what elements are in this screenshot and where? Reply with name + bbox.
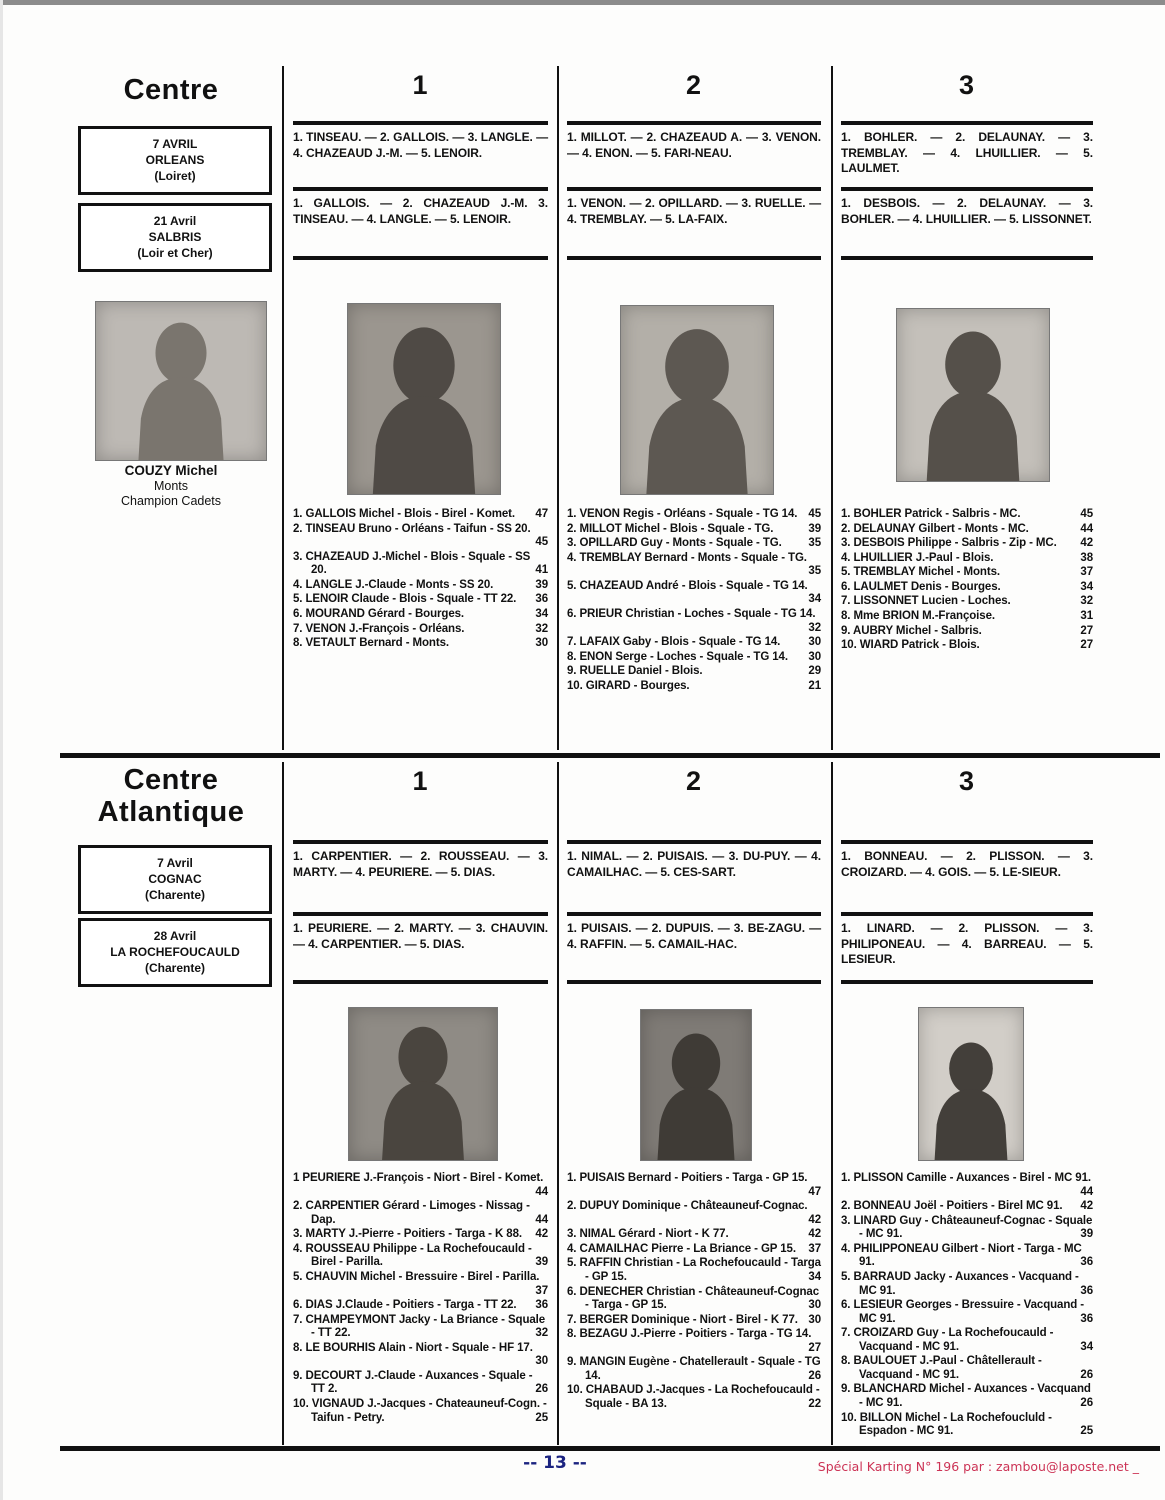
standings-row <box>293 1370 548 1397</box>
points-value: 44 <box>535 1185 548 1198</box>
points-value: 29 <box>808 665 821 678</box>
driver-entry: 2. CARPENTIER Gérard - Limoges - Nissag - Dap. <box>293 1200 530 1226</box>
column-separator <box>282 66 284 750</box>
divider-rule <box>841 121 1093 125</box>
driver-entry: 9. DECOURT J.-Claude - Auxances - Squale - TT 2. <box>293 1369 533 1396</box>
points-value: 36 <box>1080 1312 1093 1325</box>
race2-result: 1. PEURIERE. — 2. MARTY. — 3. CHAUVIN. — 4. CARPENTIER. — 5. DIAS. <box>293 921 548 951</box>
points-value: 44 <box>1080 522 1093 535</box>
points-value: 36 <box>535 593 548 606</box>
points-value: 30 <box>535 637 548 650</box>
standings-row <box>567 537 821 551</box>
event-place: LA ROCHEFOUCAULD <box>110 945 240 960</box>
driver-entry: 3. DESBOIS Philippe - Salbris - Zip - MC. <box>841 537 1057 550</box>
driver-photo <box>640 1009 752 1161</box>
divider-rule <box>293 121 548 125</box>
points-value: 34 <box>535 607 548 620</box>
driver-entry: 9. BLANCHARD Michel - Auxances - Vacquand - MC 91. <box>841 1383 1091 1409</box>
driver-entry: 1. PUISAIS Bernard - Poitiers - Targa - GP 15. <box>567 1172 808 1184</box>
driver-entry: 6. LESIEUR Georges - Bressuire - Vacquand - MC 91. <box>841 1299 1085 1325</box>
driver-entry: 5. LENOIR Claude - Blois - Squale - TT 22. <box>293 593 517 606</box>
standings-row <box>567 608 821 635</box>
standings-row <box>293 1243 548 1270</box>
event-date: 21 Avril <box>153 214 197 228</box>
divider-rule <box>841 256 1093 260</box>
driver-entry: 4. CAMAILHAC Pierre - La Briance - GP 15. <box>567 1242 796 1255</box>
race1-result: 1. MILLOT. — 2. CHAZEAUD A. — 3. VENON. — 4. ENON. — 5. FARI-NEAU. <box>567 130 821 160</box>
standings-row <box>841 1355 1093 1382</box>
points-value: 41 <box>535 564 548 577</box>
driver-entry: 3. MARTY J.-Pierre - Poitiers - Targa - K 88. <box>293 1228 522 1241</box>
divider-rule <box>567 840 821 844</box>
standings-row <box>841 537 1093 551</box>
points-value: 39 <box>535 1256 548 1269</box>
standings-row <box>293 551 548 578</box>
points-value: 26 <box>535 1383 548 1396</box>
driver-entry: 2. MILLOT Michel - Blois - Squale - TG. <box>567 522 774 535</box>
points-value: 45 <box>808 508 821 520</box>
race1-result: 1. BOHLER. — 2. DELAUNAY. — 3. TREMBLAY. — 4. LHUILLIER. — 5. LAULMET. <box>841 130 1093 176</box>
champion-club: Monts <box>153 478 189 493</box>
driver-entry: 6. LAULMET Denis - Bourges. <box>841 580 1001 593</box>
points-value: 25 <box>1080 1425 1093 1438</box>
standings-row <box>841 1299 1093 1326</box>
driver-entry: 1. PLISSON Camille - Auxances - Birel - MC 91. <box>841 1172 1091 1184</box>
points-value: 47 <box>535 508 548 520</box>
driver-entry: 7. BERGER Dominique - Niort - Birel - K 77. <box>567 1313 798 1326</box>
event-place: ORLEANS <box>145 153 205 168</box>
driver-entry: 8. VETAULT Bernard - Monts. <box>293 637 449 650</box>
standings-row <box>293 523 548 550</box>
points-value: 32 <box>808 621 821 634</box>
standings-row <box>841 639 1093 653</box>
points-value: 36 <box>1080 1284 1093 1297</box>
standings-row <box>841 552 1093 566</box>
race2-result: 1. DESBOIS. — 2. DELAUNAY. — 3. BOHLER. — 4. LHUILLIER. — 5. LISSONNET. <box>841 196 1093 226</box>
standings-row <box>567 665 821 679</box>
driver-entry: 4. TREMBLAY Bernard - Monts - Squale - TG. <box>567 551 807 564</box>
standings-row <box>841 508 1093 522</box>
driver-entry: 5. RAFFIN Christian - La Rochefoucauld - Targa - GP 15. <box>567 1257 821 1283</box>
standings-row <box>841 1215 1093 1242</box>
page-number: -- 13 -- <box>523 1453 587 1473</box>
standings-row <box>293 1314 548 1341</box>
standings-row <box>841 523 1093 537</box>
points-value: 42 <box>808 1228 821 1241</box>
points-value: 21 <box>808 679 821 692</box>
driver-entry: 9. AUBRY Michel - Salbris. <box>841 624 982 637</box>
driver-entry: 2. TINSEAU Bruno - Orléans - Taifun - SS 20. <box>293 522 531 535</box>
event-department: (Loiret) <box>154 169 196 184</box>
column-header-1: 1 <box>412 766 429 796</box>
section-title-centre-atlantique: Centre Atlantique <box>97 764 245 829</box>
driver-entry: 2. DUPUY Dominique - Châteauneuf-Cognac. <box>567 1200 808 1213</box>
points-value: 39 <box>808 522 821 535</box>
standings-row <box>567 1286 821 1313</box>
driver-entry: 8. ENON Serge - Loches - Squale - TG 14. <box>567 650 788 663</box>
credit-line: Spécial Karting N° 196 par : zambou@laposte.net _ <box>817 1459 1139 1474</box>
standings-row <box>567 1314 821 1328</box>
points-value: 30 <box>535 1355 548 1368</box>
driver-entry: 5. CHAUVIN Michel - Bressuire - Birel - Parilla. <box>293 1270 540 1283</box>
section-title-centre: Centre <box>123 74 219 106</box>
standings-row <box>567 552 821 579</box>
points-value: 47 <box>808 1185 821 1198</box>
points-value: 32 <box>535 622 548 635</box>
driver-entry: 1 PEURIERE J.-François - Niort - Birel - Komet. <box>293 1172 544 1184</box>
column-separator <box>557 66 559 750</box>
driver-entry: 1. VENON Regis - Orléans - Squale - TG 14. <box>567 508 798 520</box>
standings-row <box>841 1327 1093 1354</box>
driver-photo <box>918 1007 1024 1161</box>
event-date: 7 Avril <box>157 856 193 870</box>
driver-entry: 3. OPILLARD Guy - Monts - Squale - TG. <box>567 537 782 550</box>
event-department: (Charente) <box>144 888 205 903</box>
points-value: 32 <box>535 1327 548 1340</box>
standings-list <box>567 1172 821 1413</box>
race1-result: 1. NIMAL. — 2. PUISAIS. — 3. DU-PUY. — 4. CAMAILHAC. — 5. CES-SART. <box>567 849 821 879</box>
driver-entry: 3. LINARD Guy - Châteauneuf-Cognac - Squale - MC 91. <box>841 1214 1093 1241</box>
points-value: 38 <box>1080 551 1093 564</box>
driver-entry: 8. BAULOUET J.-Paul - Châtellerault - Vacquand - MC 91. <box>841 1355 1042 1381</box>
standings-row <box>567 1172 821 1199</box>
points-value: 27 <box>808 1341 821 1354</box>
divider-rule <box>567 912 821 916</box>
points-value: 42 <box>1080 537 1093 550</box>
standings-row <box>841 1172 1093 1199</box>
bottom-rule <box>60 1446 1160 1451</box>
driver-entry: 7. LISSONNET Lucien - Loches. <box>841 595 1011 608</box>
section-divider-rule <box>60 753 1160 758</box>
divider-rule <box>567 121 821 125</box>
driver-entry: 4. LANGLE J.-Claude - Monts - SS 20. <box>293 578 494 591</box>
column-header-2: 2 <box>685 70 703 100</box>
column-header-1: 1 <box>412 70 429 100</box>
event-box-la-rochefoucauld <box>78 918 272 987</box>
driver-entry: 3. NIMAL Gérard - Niort - K 77. <box>567 1228 729 1241</box>
column-separator <box>282 762 284 1445</box>
champion-photo <box>95 301 267 461</box>
divider-rule <box>293 980 548 984</box>
driver-entry: 9. RUELLE Daniel - Blois. <box>567 665 703 678</box>
driver-photo <box>620 305 774 495</box>
driver-entry: 9. MANGIN Eugène - Chatellerault - Squale - TG 14. <box>567 1356 821 1382</box>
points-value: 37 <box>535 1284 548 1297</box>
standings-row <box>567 1384 821 1411</box>
points-value: 45 <box>535 536 548 549</box>
standings-row <box>293 1228 548 1242</box>
standings-row <box>293 593 548 607</box>
standings-row <box>567 508 821 522</box>
driver-photo <box>347 303 501 495</box>
standings-row <box>567 1243 821 1257</box>
driver-entry: 10. CHABAUD J.-Jacques - La Rochefoucauld - Squale - BA 13. <box>567 1384 820 1410</box>
standings-row <box>293 1299 548 1313</box>
event-department: (Charente) <box>144 961 205 976</box>
standings-row <box>567 1356 821 1383</box>
driver-entry: 6. DENECHER Christian - Châteauneuf-Cognac - Targa - GP 15. <box>567 1285 820 1312</box>
event-department: (Loir et Cher) <box>137 246 213 261</box>
driver-entry: 6. MOURAND Gérard - Bourges. <box>293 607 465 620</box>
portrait-silhouette <box>96 302 266 460</box>
driver-entry: 10. WIARD Patrick - Blois. <box>841 639 980 652</box>
standings-row <box>841 625 1093 639</box>
standings-list <box>293 508 548 652</box>
standings-row <box>841 610 1093 624</box>
points-value: 35 <box>808 565 821 578</box>
driver-entry: 5. CHAZEAUD André - Blois - Squale - TG 14. <box>567 579 808 592</box>
points-value: 31 <box>1080 609 1093 622</box>
standings-row <box>567 636 821 650</box>
event-place: SALBRIS <box>148 230 202 245</box>
driver-entry: 8. LE BOURHIS Alain - Niort - Squale - HF 17. <box>293 1341 533 1354</box>
event-date: 28 Avril <box>153 929 197 943</box>
column-separator <box>831 66 833 750</box>
driver-entry: 7. VENON J.-François - Orléans. <box>293 622 465 635</box>
scan-left-edge <box>0 0 3 1500</box>
standings-row <box>293 1342 548 1369</box>
divider-rule <box>567 256 821 260</box>
divider-rule <box>567 980 821 984</box>
driver-entry: 5. TREMBLAY Michel - Monts. <box>841 566 1000 579</box>
race2-result: 1. PUISAIS. — 2. DUPUIS. — 3. BE-ZAGU. — 4. RAFFIN. — 5. CAMAIL-HAC. <box>567 921 821 951</box>
points-value: 42 <box>535 1228 548 1241</box>
standings-row <box>293 1271 548 1298</box>
points-value: 30 <box>808 650 821 663</box>
divider-rule <box>293 840 548 844</box>
standings-list <box>841 1172 1093 1440</box>
standings-row <box>293 637 548 651</box>
standings-row <box>567 523 821 537</box>
points-value: 39 <box>535 578 548 591</box>
points-value: 44 <box>1080 1185 1093 1198</box>
standings-list <box>841 508 1093 654</box>
standings-row <box>567 580 821 607</box>
divider-rule <box>293 256 548 260</box>
driver-entry: 10. BILLON Michel - La Rochefoucluld - Espadon - MC 91. <box>841 1411 1052 1438</box>
points-value: 42 <box>808 1213 821 1226</box>
driver-entry: 6. PRIEUR Christian - Loches - Squale - TG 14. <box>567 607 816 620</box>
points-value: 26 <box>1080 1368 1093 1381</box>
points-value: 27 <box>1080 639 1093 652</box>
points-value: 30 <box>808 636 821 649</box>
driver-entry: 8. BEZAGU J.-Pierre - Poitiers - Targa - TG 14. <box>567 1328 812 1341</box>
event-date: 7 AVRIL <box>152 137 198 151</box>
points-value: 45 <box>1080 508 1093 520</box>
driver-entry: 1. GALLOIS Michel - Blois - Birel - Komet. <box>293 508 515 520</box>
divider-rule <box>293 912 548 916</box>
column-separator <box>557 762 559 1445</box>
driver-entry: 8. Mme BRION M.-Françoise. <box>841 609 995 622</box>
driver-entry: 7. CROIZARD Guy - La Rochefoucauld - Vacquand - MC 91. <box>841 1327 1054 1353</box>
driver-entry: 4. LHUILLIER J.-Paul - Blois. <box>841 551 994 564</box>
race1-result: 1. TINSEAU. — 2. GALLOIS. — 3. LANGLE. — 4. CHAZEAUD J.-M. — 5. LENOIR. <box>293 130 548 160</box>
race2-result: 1. GALLOIS. — 2. CHAZEAUD J.-M. 3. TINSEAU. — 4. LANGLE. — 5. LENOIR. <box>293 196 548 226</box>
divider-rule <box>841 980 1093 984</box>
standings-row <box>841 1383 1093 1410</box>
driver-entry: 2. BONNEAU Joël - Poitiers - Birel MC 91. <box>841 1200 1063 1213</box>
standings-row <box>293 1172 548 1199</box>
driver-entry: 1. BOHLER Patrick - Salbris - MC. <box>841 508 1021 520</box>
points-value: 22 <box>808 1398 821 1410</box>
points-value: 30 <box>808 1313 821 1326</box>
points-value: 34 <box>1080 580 1093 593</box>
driver-entry: 4. PHILIPPONEAU Gilbert - Niort - Targa - MC 91. <box>841 1242 1082 1269</box>
event-box-orleans <box>78 126 272 195</box>
standings-row <box>293 623 548 637</box>
standings-row <box>293 579 548 593</box>
event-box-salbris <box>78 203 272 272</box>
points-value: 36 <box>535 1299 548 1312</box>
standings-row <box>841 1243 1093 1270</box>
driver-photo <box>348 1007 498 1161</box>
divider-rule <box>293 187 548 191</box>
divider-rule <box>841 840 1093 844</box>
driver-entry: 5. BARRAUD Jacky - Auxances - Vacquand - MC 91. <box>841 1270 1079 1297</box>
points-value: 26 <box>808 1369 821 1382</box>
driver-entry: 6. DIAS J.Claude - Poitiers - Targa - TT 22. <box>293 1299 517 1312</box>
standings-row <box>293 1200 548 1227</box>
points-value: 42 <box>1080 1200 1093 1213</box>
standings-row <box>293 508 548 522</box>
standings-row <box>567 1257 821 1284</box>
driver-entry: 2. DELAUNAY Gilbert - Monts - MC. <box>841 522 1029 535</box>
driver-entry: 10. VIGNAUD J.-Jacques - Chateauneuf-Cogn. - Taifun - Petry. <box>293 1398 547 1424</box>
race1-result: 1. CARPENTIER. — 2. ROUSSEAU. — 3. MARTY. — 4. PEURIERE. — 5. DIAS. <box>293 849 548 879</box>
driver-entry: 10. GIRARD - Bourges. <box>567 679 690 692</box>
standings-list <box>293 1172 548 1426</box>
race2-result: 1. VENON. — 2. OPILLARD. — 3. RUELLE. — 4. TREMBLAY. — 5. LA-FAIX. <box>567 196 821 226</box>
standings-row <box>567 1328 821 1355</box>
event-place: COGNAC <box>148 872 202 887</box>
points-value: 44 <box>535 1213 548 1226</box>
driver-entry: 7. CHAMPEYMONT Jacky - La Briance - Squale - TT 22. <box>293 1313 546 1340</box>
standings-row <box>567 1200 821 1227</box>
champion-name: COUZY Michel <box>124 463 218 478</box>
points-value: 39 <box>1080 1228 1093 1241</box>
standings-row <box>567 651 821 665</box>
standings-row <box>293 608 548 622</box>
event-box-cognac <box>78 845 272 914</box>
scan-top-edge <box>0 0 1165 5</box>
column-header-3: 3 <box>958 766 976 796</box>
driver-entry: 7. LAFAIX Gaby - Blois - Squale - TG 14. <box>567 636 781 649</box>
champion-caption <box>62 463 280 508</box>
points-value: 34 <box>808 1270 821 1283</box>
standings-row <box>841 566 1093 580</box>
standings-row <box>567 1228 821 1242</box>
standings-row <box>841 1200 1093 1214</box>
points-value: 30 <box>808 1299 821 1312</box>
standings-row <box>293 1398 548 1425</box>
driver-entry: 4. ROUSSEAU Philippe - La Rochefoucauld - Birel - Parilla. <box>293 1242 532 1269</box>
divider-rule <box>841 187 1093 191</box>
standings-row <box>841 595 1093 609</box>
column-header-3: 3 <box>958 70 976 100</box>
standings-row <box>567 680 821 694</box>
divider-rule <box>567 187 821 191</box>
points-value: 37 <box>808 1242 821 1255</box>
driver-entry: 3. CHAZEAUD J.-Michel - Blois - Squale - SS 20. <box>293 550 531 577</box>
points-value: 26 <box>1080 1397 1093 1409</box>
race2-result: 1. LINARD. — 2. PLISSON. — 3. PHILIPONEAU. — 4. BARREAU. — 5. LESIEUR. <box>841 921 1093 967</box>
driver-photo <box>896 308 1050 482</box>
points-value: 34 <box>808 593 821 606</box>
column-header-2: 2 <box>685 766 703 796</box>
points-value: 25 <box>535 1411 548 1424</box>
points-value: 36 <box>1080 1256 1093 1269</box>
points-value: 37 <box>1080 566 1093 579</box>
standings-list <box>567 508 821 694</box>
points-value: 35 <box>808 537 821 550</box>
standings-row <box>841 1412 1093 1439</box>
column-separator <box>831 762 833 1445</box>
points-value: 34 <box>1080 1340 1093 1353</box>
points-value: 32 <box>1080 595 1093 608</box>
champion-title: Champion Cadets <box>120 493 222 508</box>
standings-row <box>841 581 1093 595</box>
standings-row <box>841 1271 1093 1298</box>
race1-result: 1. BONNEAU. — 2. PLISSON. — 3. CROIZARD. — 4. GOIS. — 5. LE-SIEUR. <box>841 849 1093 879</box>
divider-rule <box>841 912 1093 916</box>
points-value: 27 <box>1080 624 1093 637</box>
